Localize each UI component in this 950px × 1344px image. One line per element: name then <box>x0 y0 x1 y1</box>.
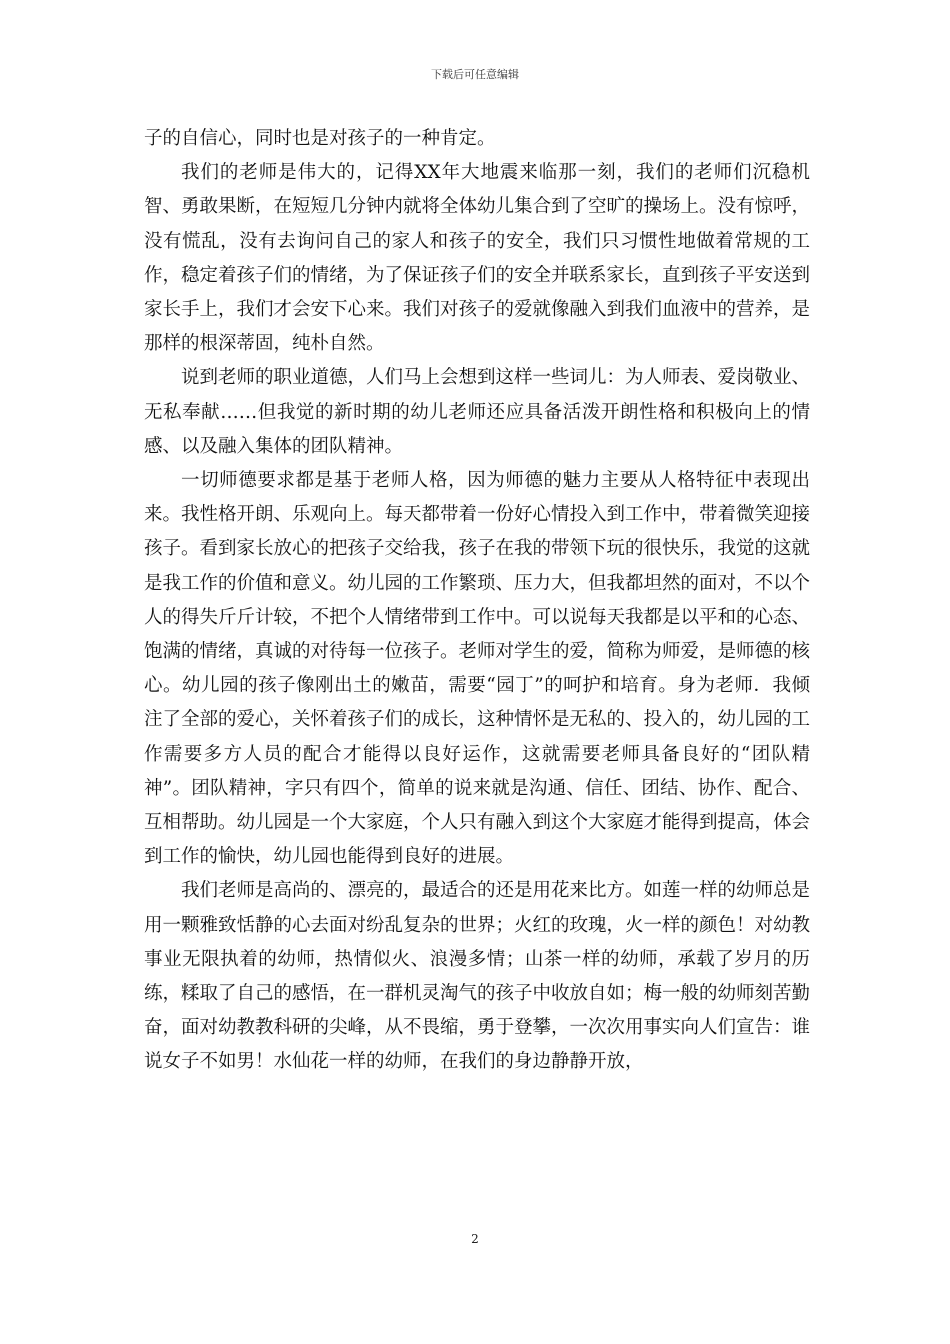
page-header: 下载后可任意编辑 <box>431 68 519 81</box>
page-number: 2 <box>471 1232 479 1246</box>
paragraph-3: 说到老师的职业道德，人们马上会想到这样一些词儿：为人师表、爱岗敬业、无私奉献……但我觉的新时期的幼儿老师还应具备活泼开朗性格和积极向上的情感、以及融入集体的团队精神。 <box>144 367 811 457</box>
document-body <box>144 122 810 1080</box>
paragraph-4: 一切师德要求都是基于老师人格，因为师德的魅力主要从人格特征中表现出来。我性格开朗、乐观向上。每天都带着一份好心情投入到工作中，带着微笑迎接孩子。看到家长放心的把孩子交给我，孩子在我的带领下玩的很快乐，我觉的这就是我工作的价值和意义。幼儿园的工作繁琐、压力大，但我都坦然的面对，不以个人的得失斤斤计较，不把个人情绪带到工作中。可以说每天我都是以平和的心态、饱满的情绪，真诚的对待每一位孩子。老师对学生的爱，简称为师爱，是师德的核心。幼儿园的孩子像刚出土的嫩苗，需要“园丁”的呵护和培育。身为老师．我倾注了全部的爱心，关怀着孩子们的成长，这种情怀是无私的、投入的，幼儿园的工作需要多方人员的配合才能得以良好运作，这就需要老师具备良好的“团队精神”。团队精神，字只有四个，简单的说来就是沟通、信任、团结、协作、配合、互相帮助。幼儿园是一个大家庭，个人只有融入到这个大家庭才能得到提高，体会到工作的愉快，幼儿园也能得到良好的进展。 <box>144 470 811 868</box>
paragraph-2: 我们的老师是伟大的，记得XX年大地震来临那一刻，我们的老师们沉稳机智、勇敢果断，在短短几分钟内就将全体幼儿集合到了空旷的操场上。没有惊呼，没有慌乱，没有去询问自己的家人和孩子的安全，我们只习惯性地做着常规的工作，稳定着孩子们的情绪，为了保证孩子们的安全并联系家长，直到孩子平安送到家长手上，我们才会安下心来。我们对孩子的爱就像融入到我们血液中的营养，是那样的根深蒂固，纯朴自然。 <box>144 162 811 355</box>
paragraph-1: 子的自信心，同时也是对孩子的一种肯定。 <box>144 128 496 149</box>
paragraph-5: 我们老师是高尚的、漂亮的，最适合的还是用花来比方。如莲一样的幼师总是用一颗雅致恬静的心去面对纷乱复杂的世界；火红的玫瑰，火一样的颜色！对幼教事业无限执着的幼师，热情似火、浪漫多情；山茶一样的幼师，承载了岁月的历练，糅取了自己的感悟，在一群机灵淘气的孩子中收放自如；梅一般的幼师刻苦勤奋，面对幼教教科研的尖峰，从不畏缩，勇于登攀，一次次用事实向人们宣告：谁说女子不如男！水仙花一样的幼师，在我们的身边静静开放， <box>144 880 811 1073</box>
